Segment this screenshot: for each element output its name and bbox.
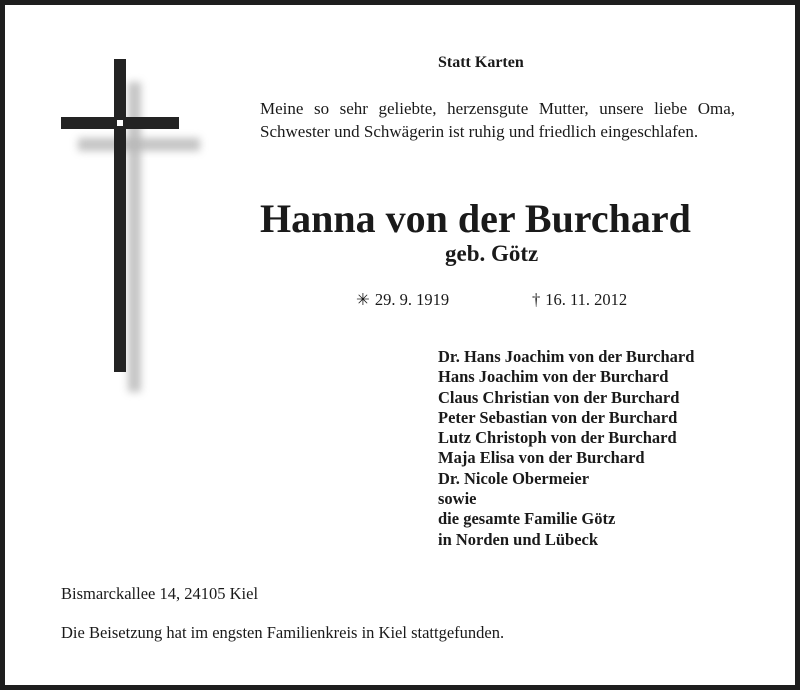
birth-date-text: 29. 9. 1919: [374, 290, 450, 309]
maiden-name: geb. Götz: [445, 241, 539, 266]
mourner-item: Maja Elisa von der Burchard: [438, 448, 645, 468]
death-date-text: 16. 11. 2012: [545, 290, 628, 309]
address: Bismarckallee 14, 24105 Kiel: [61, 584, 259, 603]
death-date: [532, 290, 627, 310]
mourner-item: Dr. Nicole Obermeier: [438, 468, 590, 488]
birth-date: [356, 290, 449, 310]
mourner-item: Dr. Hans Joachim von der Burchard: [438, 347, 695, 366]
mourners-list: [438, 347, 694, 550]
mourner-item: Hans Joachim von der Burchard: [438, 367, 669, 387]
intro-text: Meine so sehr geliebte, herzensgute Mutter, unsere liebe Oma, Schwester und Schwägerin ist ruhig und friedlich eingeschlafen.: [260, 99, 735, 141]
cross-center-highlight: [117, 120, 123, 126]
cross-shadow-horizontal: [78, 138, 200, 151]
deceased-name: Hanna von der Burchard: [260, 196, 691, 241]
statt-karten-heading: Statt Karten: [438, 54, 524, 71]
mourner-item: in Norden und Lübeck: [438, 529, 599, 549]
funeral-notice: Die Beisetzung hat im engsten Familienkreis in Kiel stattgefunden.: [61, 623, 505, 642]
mourner-item: Lutz Christoph von der Burchard: [438, 428, 677, 448]
birth-star-icon: ✳: [356, 290, 370, 309]
death-cross-icon: †: [532, 290, 541, 309]
mourner-item: Peter Sebastian von der Burchard: [438, 407, 678, 427]
cross-beam-vertical: [114, 59, 126, 372]
mourner-item: Claus Christian von der Burchard: [438, 387, 680, 407]
mourner-item: sowie: [438, 489, 477, 509]
mourner-item: die gesamte Familie Götz: [438, 509, 616, 529]
